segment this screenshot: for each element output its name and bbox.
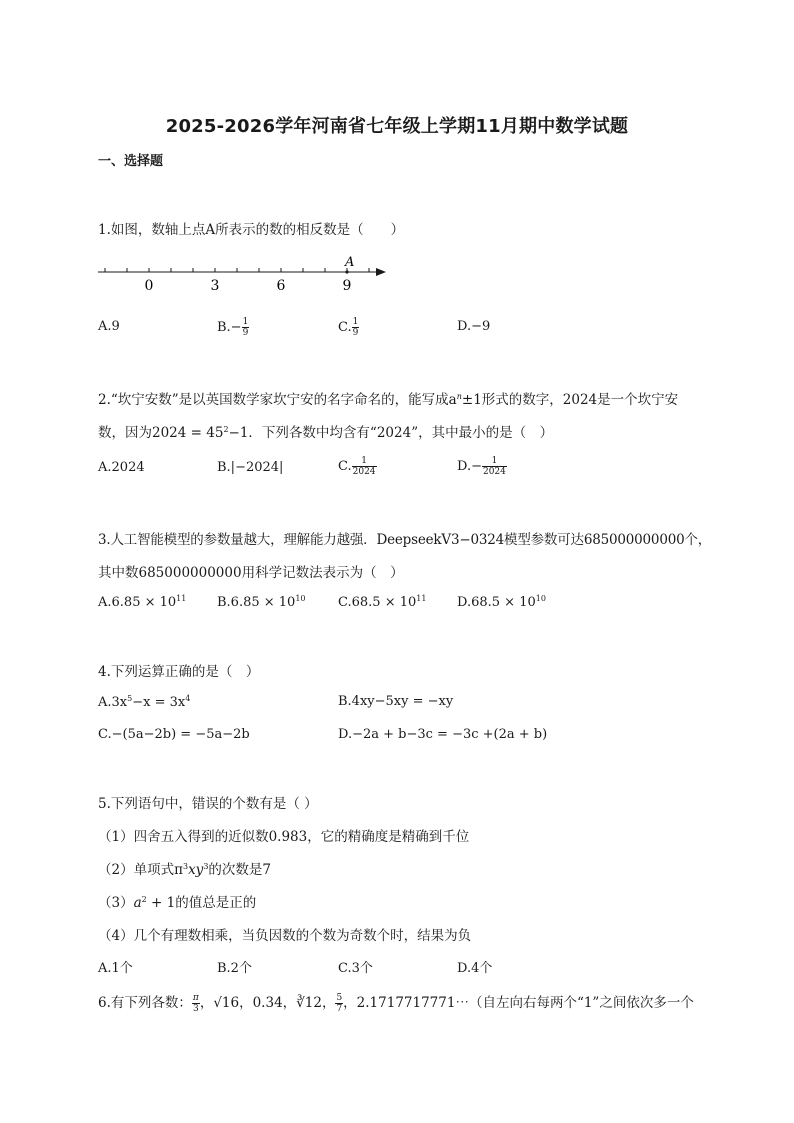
q2-stem-line1: 2.“坎宁安数”是以英国数学家坎宁安的名字命名的，能写成$a^n\pm 1$形式的数字，2024是一个坎宁安 [98,392,679,408]
q3-option-c[interactable]: $C.68.5 \times 10^{11}$ [338,594,427,610]
q5-item-3: $(3)a^2 + 1$的值总是正的 [98,895,257,911]
q5-option-a[interactable]: A.1个 [98,961,133,976]
q3-stem-line1: 3.人工智能模型的参数量越大，理解能力越强．DeepseekV3−0324模型参数可达685000000000个， [98,532,712,548]
tick-label-0: 0 [144,278,154,294]
tick-label-9: 9 [342,278,352,294]
number-line-arrow [376,268,386,276]
q3-option-b[interactable]: $B.6.85 \times 10^{10}$ [217,594,306,610]
q5-option-b[interactable]: B.2个 [217,961,252,976]
q4-option-c[interactable]: C.−(5a−2b) = −5a−2b [98,727,250,742]
q1-option-a[interactable]: A.9 [98,319,120,334]
q3-stem-line2: 其中数685000000000用科学记数法表示为（ ） [98,565,404,581]
q3-option-a[interactable]: $A.6.85 \times 10^{11}$ [98,594,187,610]
q4-option-d[interactable]: D.−2a + b−3c = −3c +(2a + b) [338,727,548,742]
q2-option-d[interactable]: D.− $\frac{1}{2024}$ [457,456,506,477]
q5-item-4: （4）几个有理数相乘，当负因数的个数为奇数个时，结果为负 [98,928,472,944]
q5-stem: 5.下列语句中，错误的个数有是（ ） [98,796,318,812]
q4-option-a[interactable]: $A.3x^5-x = 3x^4$ [98,694,191,710]
q5-item-2: （2）单项式$\pi^3xy^3$的次数是7 [98,862,271,878]
tick-label-3: 3 [210,278,220,294]
q4-stem: 4.下列运算正确的是（ ） [98,664,260,680]
point-a-dot [345,270,348,273]
q5-option-c[interactable]: C.3个 [338,961,373,976]
q2-option-c[interactable]: C. $\frac{1}{2024}$ [338,456,376,477]
q6-stem: 6.有下列各数： $\frac{\pi}{3}$ ，√16，0.34，∛12， $\frac{5}{7}$ ，2.1717717771⋯（自左向右每两个“1”之间依次多一个 [98,993,694,1014]
page-title: 2025-2026学年河南省七年级上学期11月期中数学试题 [165,116,629,137]
q1-option-b[interactable]: B.− $\frac{1}{9}$ [217,317,249,338]
section-heading: 一、选择题 [98,154,164,169]
q1-stem: 1.如图，数轴上点A所表示的数的相反数是（ ） [98,222,405,238]
q3-option-d[interactable]: $D.68.5 \times 10^{10}$ [457,594,546,610]
q1-option-d[interactable]: D.−9 [457,319,491,334]
q1-option-c[interactable]: C. $\frac{1}{9}$ [338,317,359,338]
tick-label-6: 6 [276,278,286,294]
point-a-label: A [345,255,355,270]
q2-stem-line2: 数，因为$2024 = 45^2-1$．下列各数中均含有“2024”，其中最小的是（ ） [98,425,554,441]
number-line-ticks [105,268,369,272]
q2-option-a[interactable]: A.2024 [98,460,145,475]
q2-option-b[interactable]: B.|−2024| [217,460,284,475]
q5-option-d[interactable]: D.4个 [457,961,493,976]
q4-option-b[interactable]: B.4xy−5xy = −xy [338,694,454,709]
number-line [96,252,396,296]
q5-item-1: （1）四舍五入得到的近似数0.983，它的精确度是精确到千位 [98,829,470,845]
